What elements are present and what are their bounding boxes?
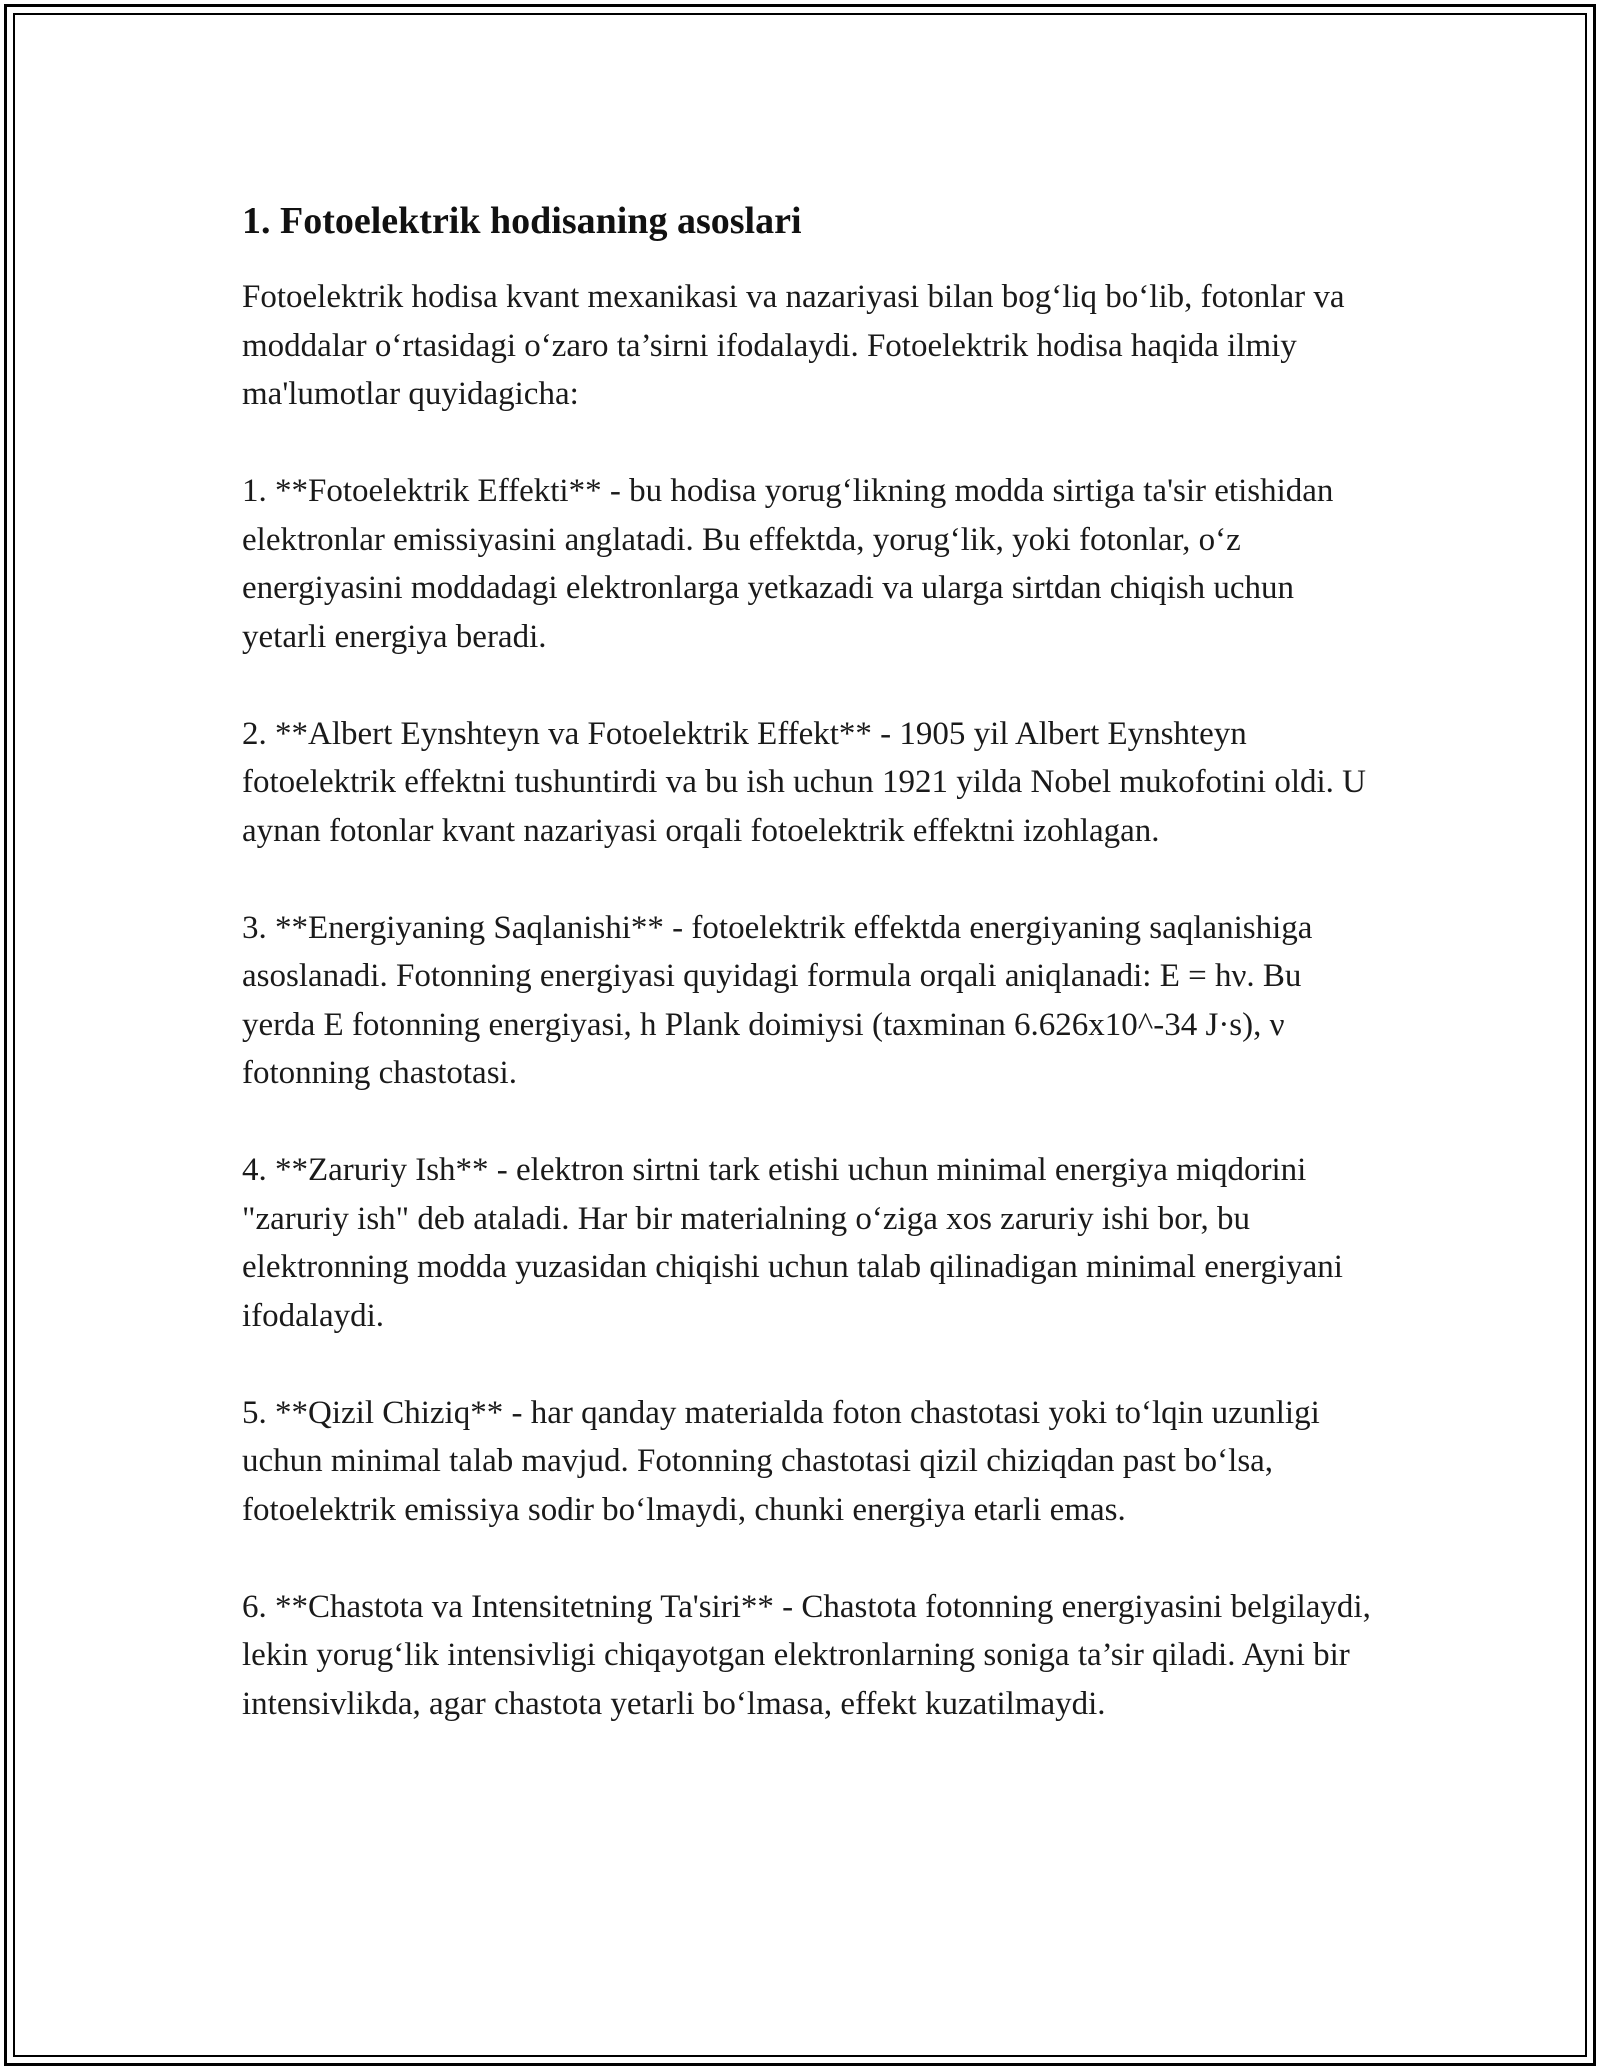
document-title: 1. Fotoelektrik hodisaning asoslari	[242, 200, 802, 242]
document-body	[242, 197, 1382, 1728]
paragraph-frequency-intensity: 6. **Chastota va Intensitetning Ta'siri** - Chastota fotonning energiyasini belgilaydi, lekin yorug‘lik intensivligi chiqayotgan elektronlarning soniga ta’sir qiladi. Ayni bir intensivlikda, agar chastota yetarli bo‘lmasa, effekt kuzatilmaydi.	[242, 1588, 1371, 1722]
paragraph-einstein: 2. **Albert Eynshteyn va Fotoelektrik Effekt** - 1905 yil Albert Eynshteyn fotoelektrik effektni tushuntirdi va bu ish uchun 1921 yilda Nobel mukofotini oldi. U aynan fotonlar kvant nazariyasi orqali fotoelektrik effektni izohlagan.	[242, 715, 1366, 849]
paragraph-red-limit: 5. **Qizil Chiziq** - har qanday materialda foton chastotasi yoki to‘lqin uzunligi uchun minimal talab mavjud. Fotonning chastotasi qizil chiziqdan past bo‘lsa, fotoelektrik emissiya sodir bo‘lmaydi, chunki energiya etarli emas.	[242, 1394, 1320, 1528]
paragraph-work-function: 4. **Zaruriy Ish** - elektron sirtni tark etishi uchun minimal energiya miqdorini "zaruriy ish" deb ataladi. Har bir materialning o‘ziga xos zaruriy ishi bor, bu elektronning modda yuzasidan chiqishi uchun talab qilinadigan minimal energiyani ifodalaydi.	[242, 1152, 1343, 1334]
paragraph-photoelectric-effect: 1. **Fotoelektrik Effekti** - bu hodisa yorug‘likning modda sirtiga ta'sir etishidan elektronlar emissiyasini anglatadi. Bu effektda, yorug‘lik, yoki fotonlar, o‘z energiyasini moddadagi elektronlarga yetkazadi va ularga sirtdan chiqish uchun yetarli energiya beradi.	[242, 473, 1334, 655]
paragraph-energy-conservation: 3. **Energiyaning Saqlanishi** - fotoelektrik effektda energiyaning saqlanishiga asoslanadi. Fotonning energiyasi quyidagi formula orqali aniqlanadi: E = hν. Bu yerda E fotonning energiyasi, h Plank doimiysi (taxminan 6.626x10^-34 J·s), ν fotonning chastotasi.	[242, 909, 1313, 1091]
intro-paragraph: Fotoelektrik hodisa kvant mexanikasi va nazariyasi bilan bog‘liq bo‘lib, fotonlar va moddalar o‘rtasidagi o‘zaro ta’sirni ifodalaydi. Fotoelektrik hodisa haqida ilmiy ma'lumotlar quyidagicha:	[242, 279, 1345, 412]
page-frame	[4, 4, 1596, 2066]
